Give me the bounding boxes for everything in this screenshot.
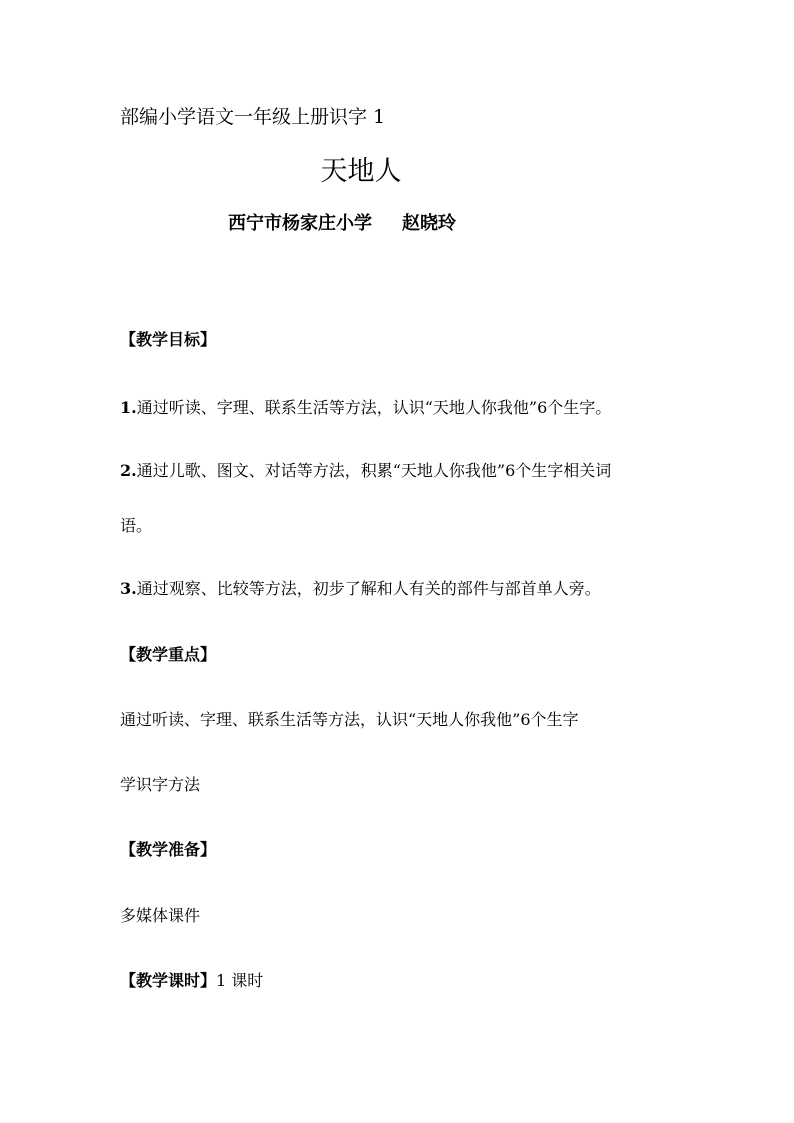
objective-text: 通过儿歌、图文、对话等方法，积累“天地人你我他”6个生字相关词 bbox=[136, 461, 612, 480]
preparation-content: 多媒体课件 bbox=[120, 906, 201, 925]
objective-item-3 bbox=[120, 581, 601, 597]
periods-line bbox=[120, 973, 263, 989]
subject-line: 部编小学语文一年级上册识字 1 bbox=[120, 106, 386, 128]
objective-number: 1. bbox=[120, 398, 137, 417]
key-point-line: 学识字方法 bbox=[120, 775, 201, 794]
objective-number: 3. bbox=[120, 579, 137, 598]
objective-item-2-continued: 语。 bbox=[120, 516, 153, 535]
author-line bbox=[228, 215, 456, 233]
objective-item-2 bbox=[120, 463, 611, 479]
objective-text: 通过观察、比较等方法，初步了解和人有关的部件与部首单人旁。 bbox=[136, 579, 601, 598]
objectives-heading: 【教学目标】 bbox=[120, 330, 217, 349]
periods-heading: 【教学课时】 bbox=[120, 971, 217, 990]
periods-value: 1 课时 bbox=[216, 971, 264, 990]
objective-text: 通过听读、字理、联系生活等方法，认识“天地人你我他”6个生字。 bbox=[136, 398, 612, 417]
objective-item-1 bbox=[120, 400, 611, 416]
author-name: 赵晓玲 bbox=[402, 213, 456, 234]
author-school: 西宁市杨家庄小学 bbox=[228, 213, 372, 234]
objective-number: 2. bbox=[120, 461, 137, 480]
lesson-title: 天地人 bbox=[320, 156, 402, 187]
key-point-line: 通过听读、字理、联系生活等方法，认识“天地人你我他”6个生字 bbox=[120, 710, 579, 729]
key-points-heading: 【教学重点】 bbox=[120, 645, 217, 664]
preparation-heading: 【教学准备】 bbox=[120, 840, 217, 859]
